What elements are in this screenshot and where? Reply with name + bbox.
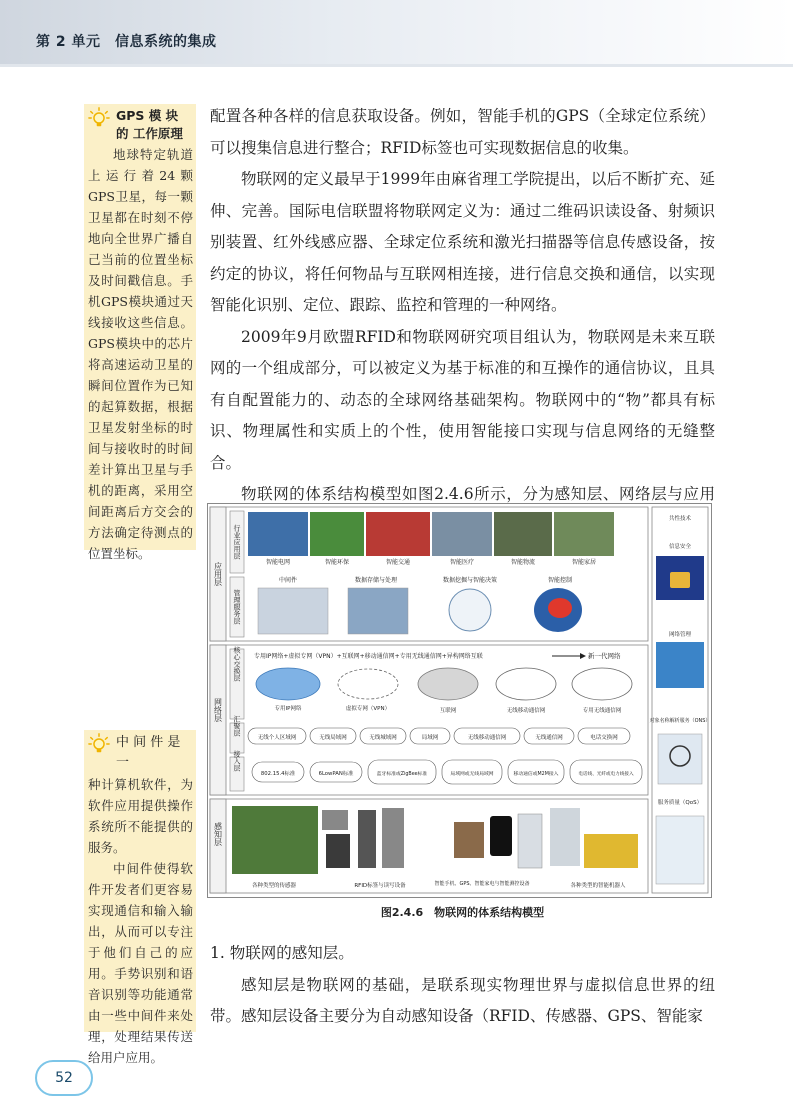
sidebar-middleware-para1: 种计算机软件，为软件应用提供操作系统所不能提供的服务。: [88, 777, 193, 855]
right-label: 信息安全: [668, 544, 692, 550]
main-text-bottom: [210, 938, 715, 1033]
body-paragraph-3: 2009年9月欧盟RFID和物联网研究项目组认为，物联网是未来互联网的一个组成部分，可以被定义为基于标准的和互操作的通信协议，且具有自配置能力的、动态的全球网络基础架构。物联网中的“物”都具有标识、物理属性和实质上的个性，使用智能接口实现与信息网络的无缝整合。: [210, 327, 715, 472]
core-label: 虚拟专网（VPN）: [345, 706, 391, 712]
industry-app-layer-label: 行业应用层: [233, 524, 241, 560]
convergence-label: 局域网: [421, 735, 439, 741]
core-label: 无线移动通信网: [506, 708, 546, 714]
convergence-label: 无线局域网: [319, 735, 347, 741]
smart-env-photo: [310, 512, 364, 556]
access-label: 蓝牙标准或ZigBee标准: [376, 772, 428, 777]
industry-label: 智能电网: [265, 559, 291, 566]
network-layer-label: 网络层: [213, 698, 223, 722]
smart-grid-photo: [248, 512, 308, 556]
sidebar-gps-title: GPS 模 块 的 工作原理: [116, 108, 183, 141]
sidebar-gps-note: [84, 104, 196, 561]
iot-architecture-diagram: [208, 504, 711, 897]
header-divider: [0, 64, 793, 67]
industry-label: 智能家居: [571, 559, 597, 566]
convergence-label: 无线个人区域网: [257, 735, 297, 741]
data-mining-image: [449, 589, 491, 631]
convergence-label: 无线通信网: [535, 735, 563, 741]
body-paragraph-2: 物联网的定义最早于1999年由麻省理工学院提出，以后不断扩充、延伸、完善。国际电信联盟将物联网定义为：通过二维码识读设备、射频识别装置、红外线感应器、全球定位系统和激光扫描器等信息传感设备，按约定的协议，将任何物品与互联网相连接，进行信息交换和通信，以实现智能化识别、定位、跟踪、监控和管理的一种网络。: [210, 170, 715, 314]
right-label: 服务质量（QoS）: [657, 800, 703, 806]
mgmt-label: 数据挖掘与智能决策: [442, 577, 498, 584]
access-label: 电话线、光纤或电力线接入: [578, 772, 634, 777]
perception-label: 智能手机、GPS、智能家电与智能测控设备: [434, 881, 530, 887]
smart-medical-photo: [432, 512, 492, 556]
mgmt-label: 中间件: [278, 577, 298, 584]
core-label: 专用IP网络: [274, 706, 302, 712]
iot-architecture-figure: [207, 503, 712, 898]
core-label: 互联网: [439, 708, 457, 714]
application-layer-label: 应用层: [213, 562, 223, 586]
sensors-image: [232, 806, 318, 874]
qos-chart-image: [656, 816, 704, 884]
convergence-label: 无线城域网: [369, 735, 397, 741]
sidebar-gps-header: [88, 107, 193, 143]
perception-label: RFID标签与读写设备: [354, 883, 406, 889]
lightbulb-icon: [88, 107, 110, 129]
industry-label: 智能物流: [510, 559, 536, 566]
smart-device-image: [454, 822, 484, 858]
right-label: 网络管理: [668, 632, 692, 638]
mgmt-label: 智能控制: [547, 577, 573, 584]
sidebar-gps-body: 地球特定轨道上运行着24颗GPS卫星，每一颗卫星都在时刻不停地向全世界广播自己当前的位置坐标及时间戳信息。手机GPS模块通过天线接收这些信息。GPS模块中的芯片将高速运动卫星的瞬间位置作为已知的起算数据，根据卫星发射坐标的时间与接收时的时间差计算出卫星与手机的距离，采用空间距离后方交会的方法确定待测点的位置坐标。: [88, 147, 193, 561]
right-label: 共性技术: [668, 516, 692, 522]
industry-label: 智能交通: [385, 559, 411, 566]
smart-traffic-photo: [366, 512, 430, 556]
rfid-reader-image: [382, 808, 404, 868]
sidebar-middleware-note: [84, 730, 196, 1065]
industry-label: 智能医疗: [449, 559, 475, 566]
lightbulb-icon: [88, 733, 110, 755]
right-label: 对象名称解析服务（ONS）: [649, 718, 711, 724]
ons-image: [658, 734, 702, 784]
perception-label: 各种类型的传感器: [251, 883, 297, 889]
access-layer-label: 接入层: [233, 750, 241, 772]
body-paragraph-4: 物联网的体系结构模型如图2.4.6所示，分为感知层、网络层与应用: [241, 485, 715, 503]
perception-layer-label: 感知层: [213, 822, 223, 846]
convergence-layer-label: 汇聚层: [233, 715, 241, 737]
middleware-image: [258, 588, 328, 634]
sidebar-middleware-header: [88, 733, 193, 773]
perception-label: 各种类型的智能机器人: [570, 883, 626, 889]
sidebar-middleware-para2: 中间件使得软件开发者们更容易实现通信和输入输出，从而可以专注于他们自己的应用。手势识别和语音识别等功能通常由一些中间件来处理，处理结果传送给用户应用。: [88, 861, 193, 1065]
access-label: 移动通信或M2M接入: [513, 772, 559, 777]
page-number: 52: [35, 1060, 93, 1096]
unit-title: 第 2 单元 信息系统的集成: [36, 34, 217, 50]
access-label: 802.15.4标准: [260, 771, 296, 777]
convergence-label: 无线移动通信网: [467, 735, 507, 741]
main-text-top: [210, 101, 715, 542]
core-label: 专用无线通信网: [582, 708, 622, 714]
convergence-label: 电话交换网: [590, 735, 618, 741]
mgmt-label: 数据存储与处理: [354, 577, 398, 584]
mgmt-service-layer-label: 管理服务层: [233, 589, 241, 625]
section-heading: 1. 物联网的感知层。: [210, 944, 354, 962]
body-paragraph-1: 配置各种各样的信息获取设备。例如，智能手机的GPS（全球定位系统）可以搜集信息进行整合；RFID标签也可实现数据信息的收集。: [210, 107, 715, 157]
next-gen-label: 新一代网络: [588, 652, 621, 660]
smart-home-photo: [554, 512, 614, 556]
network-mgmt-image: [656, 642, 704, 688]
figure-caption: 图2.4.6 物联网的体系结构模型: [380, 906, 545, 919]
smart-logistics-photo: [494, 512, 552, 556]
access-label: 局域网或无线局域网: [450, 772, 494, 777]
sidebar-middleware-title: 中 间 件 是 一: [116, 735, 181, 770]
smartphone-image: [490, 816, 512, 856]
access-label: 6LowPAN标准: [318, 771, 354, 777]
core-banner-text: 专用IP网络+虚拟专网（VPN）+互联网+移动通信网+专用无线通信网+异构网络互联: [254, 653, 483, 660]
industry-label: 智能环保: [324, 559, 350, 566]
data-storage-image: [348, 588, 408, 634]
core-switch-layer-label: 核心交换层: [233, 646, 241, 682]
body-paragraph-5: 感知层是物联网的基础，是联系现实物理世界与虚拟信息世界的纽带。感知层设备主要分为自动感知设备（RFID、传感器、GPS、智能家: [210, 975, 715, 1025]
robot-image: [550, 808, 580, 866]
